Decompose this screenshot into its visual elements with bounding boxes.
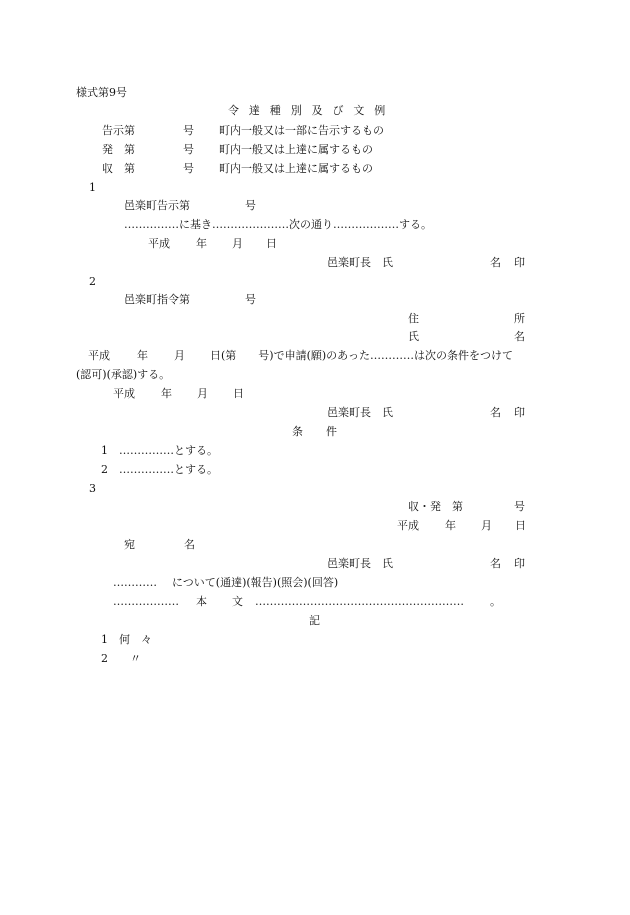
seal: 印 [514, 256, 525, 269]
address-label: 住 [408, 312, 419, 325]
address-label: 所 [514, 312, 525, 325]
signer-name: 名 [490, 256, 501, 269]
notice-body: ……………に基き…………………次の通り………………する。 [124, 218, 432, 231]
category-number: 号 [183, 143, 194, 156]
body-end: 。 [490, 595, 501, 608]
item-number: 1 [101, 633, 108, 646]
condition-text: ……………とする。 [119, 444, 218, 457]
conditions-heading: 条 [292, 425, 303, 438]
signer: 邑楽町長 氏 [327, 557, 393, 570]
body-dots: ………………………………………………… [255, 595, 464, 608]
addressee-label: 名 [184, 538, 195, 551]
date-month: 月 [174, 349, 185, 362]
date-day: 日 [233, 387, 244, 400]
directive-body: (認可)(承認)する。 [76, 368, 171, 381]
signer-name: 名 [490, 406, 501, 419]
directive-title-number: 号 [245, 293, 256, 306]
receipt-label: 収・発 第 [408, 500, 463, 513]
receipt-number: 号 [514, 500, 525, 513]
category-number: 号 [183, 124, 194, 137]
subject-dots: ………… [113, 576, 157, 589]
item-text: 何 々 [119, 633, 152, 646]
date-month: 月 [197, 387, 208, 400]
signer: 邑楽町長 氏 [327, 406, 393, 419]
seal: 印 [514, 406, 525, 419]
notice-title: 邑楽町告示第 [124, 199, 190, 212]
category-kind: 告示第 [102, 124, 135, 137]
subject-text: について(通達)(報告)(照会)(回答) [172, 576, 339, 589]
date-era: 平成 [148, 237, 170, 250]
category-number: 号 [183, 162, 194, 175]
date-era: 平成 [113, 387, 135, 400]
date-day: 日 [266, 237, 277, 250]
body-label: 文 [232, 595, 243, 608]
note-marker: 記 [309, 614, 320, 627]
date-year: 年 [445, 519, 456, 532]
body-label: 本 [196, 595, 207, 608]
body-dots: ……………… [113, 595, 179, 608]
date-era: 平成 [397, 519, 419, 532]
category-description: 町内一般又は上達に属するもの [219, 143, 373, 156]
example-number: 1 [89, 181, 96, 194]
date-day: 日 [515, 519, 526, 532]
condition-number: 2 [101, 463, 108, 476]
name-label: 名 [514, 330, 525, 343]
date-era: 平成 [88, 349, 110, 362]
date-year: 年 [196, 237, 207, 250]
example-number: 2 [89, 275, 96, 288]
item-text: 〃 [130, 652, 141, 665]
date-year: 年 [161, 387, 172, 400]
signer-name: 名 [490, 557, 501, 570]
category-description: 町内一般又は一部に告示するもの [219, 124, 384, 137]
name-label: 氏 [408, 330, 419, 343]
directive-title: 邑楽町指令第 [124, 293, 190, 306]
form-number: 様式第9号 [76, 86, 127, 99]
signer: 邑楽町長 氏 [327, 256, 393, 269]
seal: 印 [514, 557, 525, 570]
item-number: 2 [101, 652, 108, 665]
example-number: 3 [89, 482, 96, 495]
date-month: 月 [232, 237, 243, 250]
date-month: 月 [481, 519, 492, 532]
directive-body: 日(第 号)で申請(願)のあった…………は次の条件をつけて [210, 349, 514, 362]
conditions-heading: 件 [326, 425, 337, 438]
category-kind: 発 第 [102, 143, 135, 156]
date-year: 年 [137, 349, 148, 362]
addressee-label: 宛 [124, 538, 135, 551]
condition-number: 1 [101, 444, 108, 457]
notice-title-number: 号 [245, 199, 256, 212]
condition-text: ……………とする。 [119, 463, 218, 476]
category-kind: 収 第 [102, 162, 135, 175]
document-heading: 令達種別及び文例 [228, 104, 396, 117]
category-description: 町内一般又は上達に属するもの [219, 162, 373, 175]
